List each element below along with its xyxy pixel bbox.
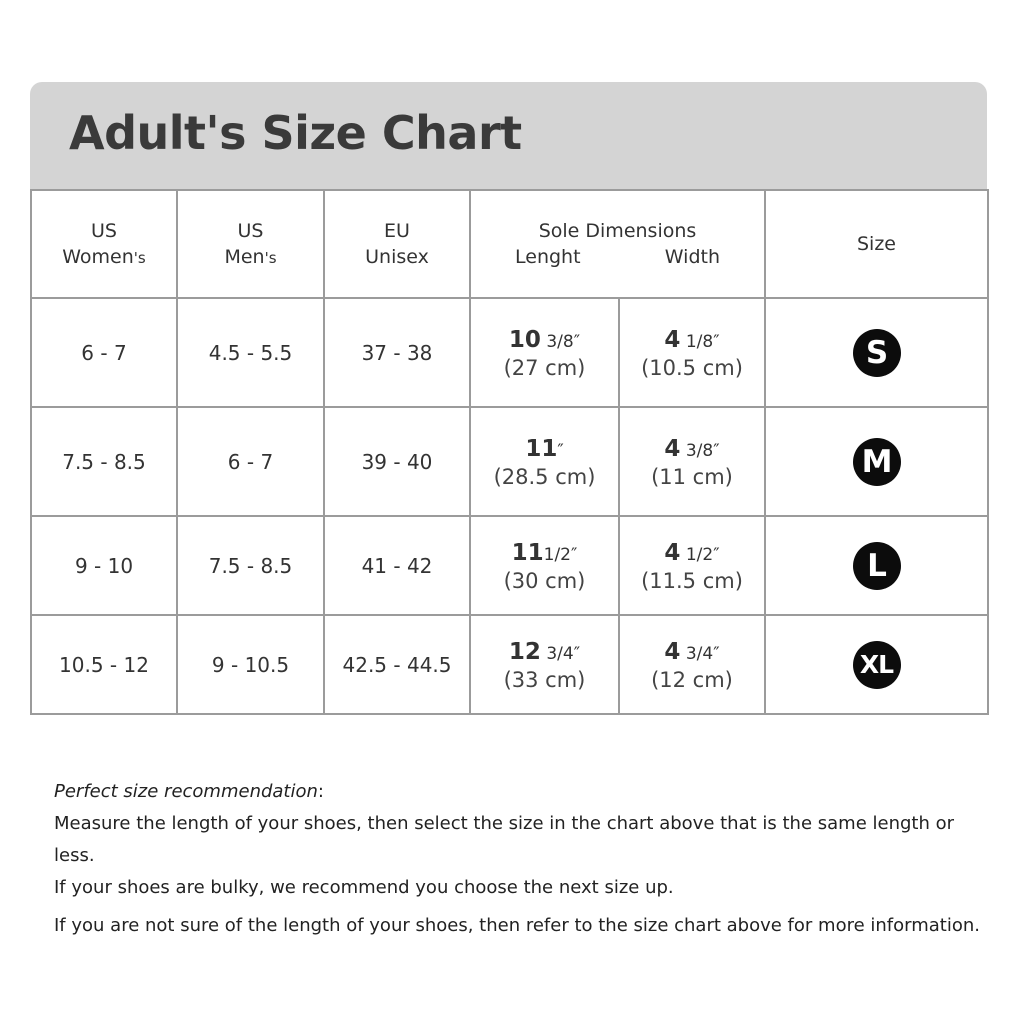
cell-width: 4 1/2″ (11.5 cm)	[619, 516, 765, 615]
cell-eu: 39 - 40	[324, 407, 470, 516]
cell-us-men: 7.5 - 8.5	[177, 516, 324, 615]
table-header-row	[31, 190, 988, 298]
cell-size	[765, 298, 988, 407]
header-us-women: US Women's	[31, 190, 177, 298]
cell-length: 11″ (28.5 cm)	[470, 407, 619, 516]
cell-us-women: 7.5 - 8.5	[31, 407, 177, 516]
cell-width: 4 1/8″ (10.5 cm)	[619, 298, 765, 407]
size-badge-xl: XL	[853, 641, 901, 689]
table-row	[31, 298, 988, 407]
size-table	[30, 189, 989, 715]
cell-length: 12 3/4″ (33 cm)	[470, 615, 619, 714]
cell-size	[765, 407, 988, 516]
cell-width: 4 3/8″ (11 cm)	[619, 407, 765, 516]
table-row	[31, 615, 988, 714]
header-eu-unisex: EU Unisex	[324, 190, 470, 298]
table-row	[31, 516, 988, 615]
cell-us-men: 4.5 - 5.5	[177, 298, 324, 407]
cell-us-women: 10.5 - 12	[31, 615, 177, 714]
header-width: Width	[664, 246, 720, 268]
cell-us-men: 6 - 7	[177, 407, 324, 516]
size-badge-s: S	[853, 329, 901, 377]
cell-length: 111/2″ (30 cm)	[470, 516, 619, 615]
cell-us-women: 6 - 7	[31, 298, 177, 407]
table-row	[31, 407, 988, 516]
cell-us-men: 9 - 10.5	[177, 615, 324, 714]
cell-eu: 42.5 - 44.5	[324, 615, 470, 714]
header-size: Size	[765, 190, 988, 298]
chart-header	[30, 82, 987, 189]
size-badge-l: L	[853, 542, 901, 590]
size-chart	[30, 82, 987, 715]
notes-title: Perfect size recommendation:	[54, 781, 324, 802]
notes-line: Measure the length of your shoes, then select the size in the chart above that is the same length or less.	[54, 813, 955, 866]
cell-size	[765, 615, 988, 714]
chart-title: Adult's Size Chart	[69, 106, 522, 160]
cell-size	[765, 516, 988, 615]
header-length: Lenght	[515, 246, 581, 268]
cell-eu: 37 - 38	[324, 298, 470, 407]
notes-line: If you are not sure of the length of your shoes, then refer to the size chart above for more information.	[54, 915, 980, 936]
notes-line: If your shoes are bulky, we recommend you choose the next size up.	[54, 877, 674, 898]
size-badge-m: M	[853, 438, 901, 486]
header-us-men: US Men's	[177, 190, 324, 298]
cell-length: 10 3/8″ (27 cm)	[470, 298, 619, 407]
cell-eu: 41 - 42	[324, 516, 470, 615]
cell-us-women: 9 - 10	[31, 516, 177, 615]
size-recommendation-notes	[54, 776, 994, 942]
cell-width: 4 3/4″ (12 cm)	[619, 615, 765, 714]
header-sole-dimensions: Sole Dimensions Lenght Width	[470, 190, 765, 298]
